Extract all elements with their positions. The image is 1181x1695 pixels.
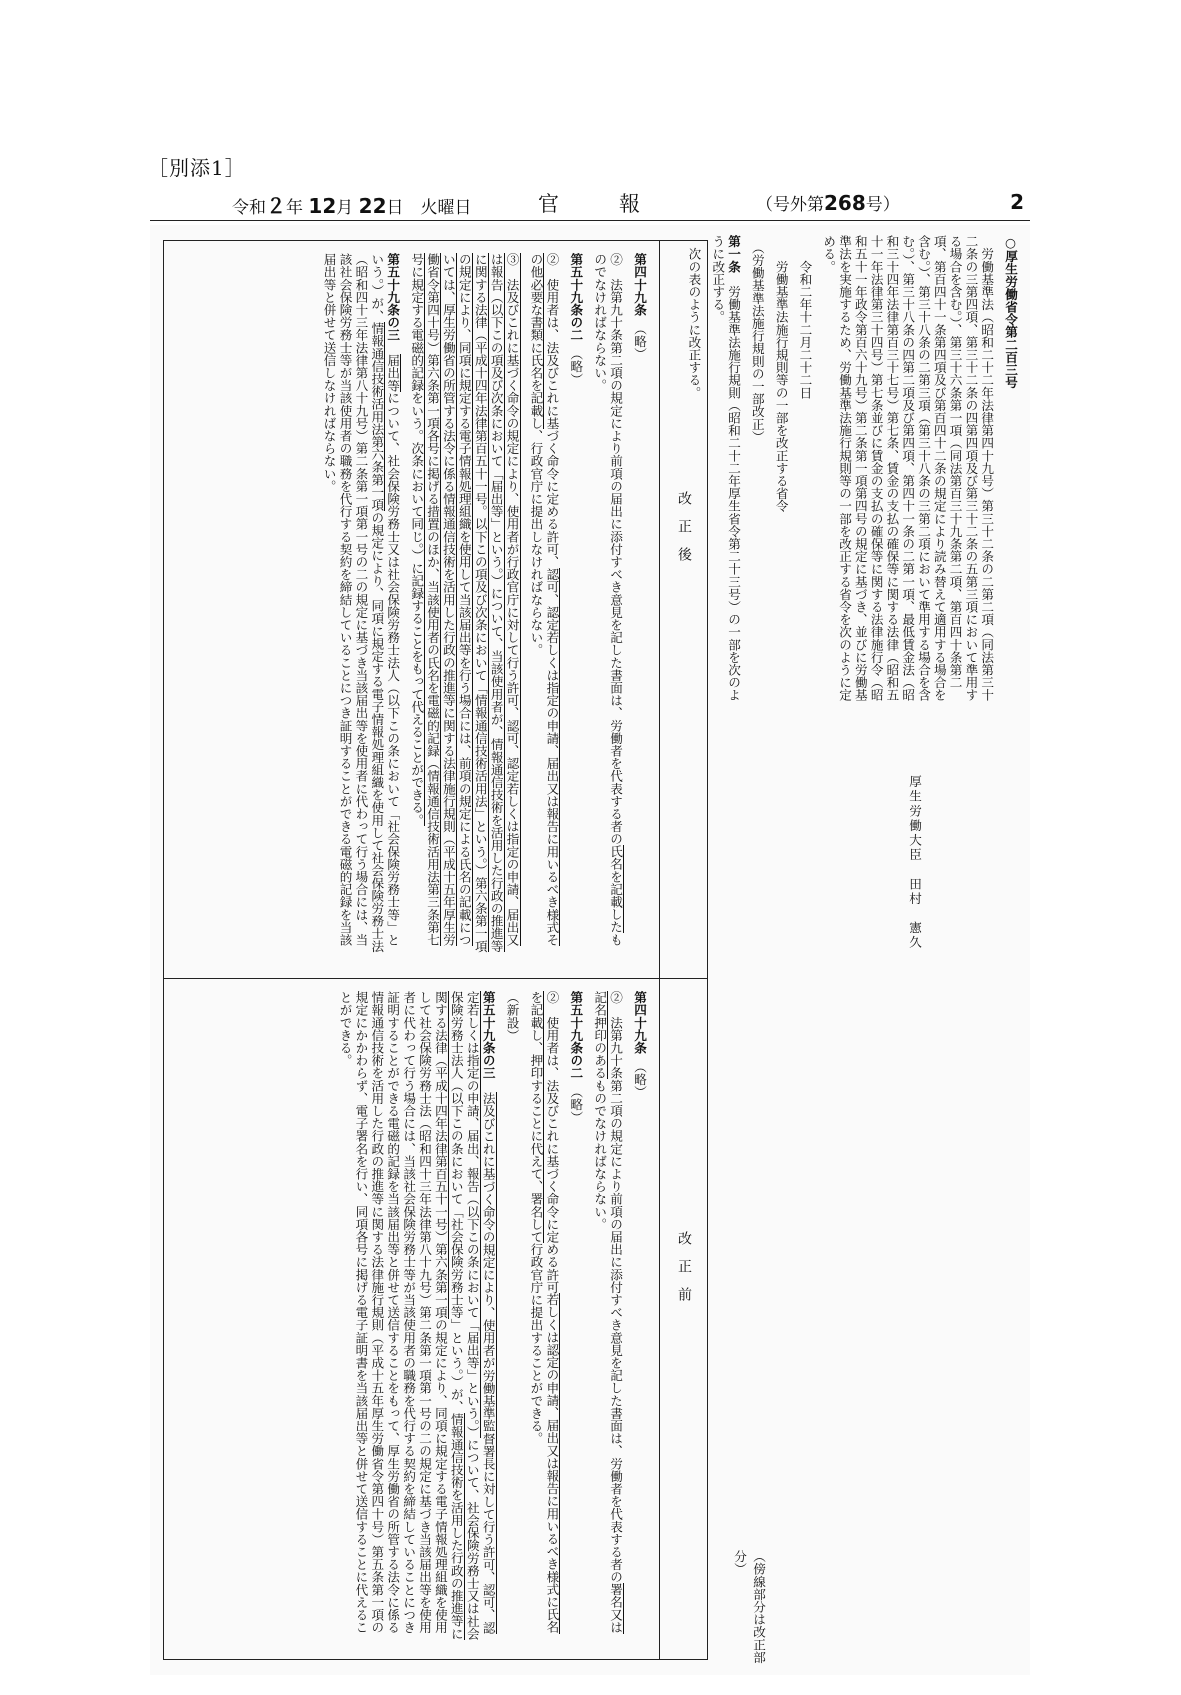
signer: 厚生労働大臣 田村 憲久 [907, 775, 922, 951]
before-article-59-2-para-3: （新設） [504, 991, 520, 1042]
before-article-49: 第四十九条 （略） [632, 991, 647, 1099]
gazette-name: 官報 [538, 192, 700, 216]
article-1: 第一条 労働基準法施行規則（昭和二十二年厚生省令第二十三号）の一部を次のように改正する。 [710, 235, 742, 702]
gazette-page [150, 225, 1030, 1675]
before-label: 改 正 前 [676, 1231, 692, 1301]
after-article-59-2-para-3: ③ 法及びこれに基づく命令の規定により、使用者が行政官庁に対して行う許可、認可、認定若しくは指定の申請、届出又は報告（以下この項及び次条において「届出等」という。）について、当該使用者が、情報通信技術を活用した行政の推進等に関する法律（平成十四年法律第百五十一号。以下この項及び次条において「情報通信技術活用法」という。）第六条第一項の規定により、同項に規定する電子情報処理組織を使用して当該届出等を行う場合には、前項の規定による氏名の記載については、厚生労働省の所管する法令に係る情報通信技術を活用した行政の推進等に関する法律施行規則（平成十五年厚生労働省令第四十号）第六条第一項各号に掲げる措置のほか、当該使用者の氏名を電磁的記録（情報通信技術活用法第三条第七号に規定する電磁的記録をいう。次条において同じ。）に記録することをもって代えることができる。 [409, 253, 520, 953]
issue-date: 令和２年 12月 22日 火曜日 [232, 194, 472, 218]
underline-note: （傍線部分は改正部分） [732, 1550, 766, 1664]
after-article-49-para-2: ② 法第九十条第二項の規定により前項の届出に添付すべき意見を記した書面は、労働者を代表する者の氏名を記載したものでなければならない。 [592, 253, 624, 947]
subheading: （労働基準法施行規則の一部改正） [749, 247, 765, 443]
ordinance-title: ○厚生労働省令第二百三号 [1003, 235, 1018, 389]
attachment-label: ［別添1］ [148, 156, 246, 180]
ordinance-name: 労働基準法施行規則等の一部を改正する省令 [773, 260, 789, 513]
preamble [678, 235, 1018, 705]
page-number: 2 [1010, 190, 1024, 214]
before-article-49-para-2: ② 法第九十条第二項の規定により前項の届出に添付すべき意見を記した書面は、労働者を代表する者の署名又は記名押印のあるものでなければならない。 [592, 991, 624, 1634]
enactment-clause: 労働基準法（昭和二十二年法律第四十九号）第三十二条の二第二項（同法第三十二条の三第四項、第三十二条の四第四項及び第三十二条の五第三項において準用する場合を含む。）、第三十六条第一項（同法第百三十九条第二項、第百四十条第二項、第百四十一条第四項及び第百四十二条の規定により読み替えて適用する場合を含む。）、第三十八条の二第三項（第三十八条の三第二項において準用する場合を含む。）、第三十八条の四第二項及び第四項、第四十一条の二第一項、最低賃金法（昭和三十四年法律第百三十七号）第七条、賃金の支払の確保等に関する法律（昭和五十一年法律第三十四号）第七条並びに賃金の支払の確保等に関する法律施行令（昭和五十一年政令第百六十九号）第二条第一項第四号の規定に基づき、並びに労働基準法を実施するため、労働基準法施行規則等の一部を改正する省令を次のように定める。 [821, 235, 995, 702]
before-article-59-3: 第五十九条の三 法及びこれに基づく命令の規定により、使用者が労働基準監督署長に対して行う許可、認可、認定若しくは指定の申請、届出、報告（以下この条において「届出等」という。）について、社会保険労務士又は社会保険労務士法人（以下この条において「社会保険労務士等」という。）が、情報通信技術を活用した行政の推進等に関する法律（平成十四年法律第百五十一号）第六条第一項の規定により、同項に規定する電子情報処理組織を使用して社会保険労務士法（昭和四十三年法律第八十九号）第二条第一項第一号の二の規定に基づき当該届出等を使用者に代わって行う場合には、当該社会保険労務士等が当該使用者の職務を代行する契約を締結していることにつき証明することができる電磁的記録を当該届出等と併せて送信することをもって、厚生労働省の所管する法令に係る情報通信技術を活用した行政の推進等に関する法律施行規則（平成十五年厚生労働省令第四十号）第五条第一項の規定にかかわらず、電子署名を行い、同項各号に掲げる電子証明書を当該届出等と併せて送信することに代えることができる。 [337, 991, 496, 1640]
header-rule [150, 220, 1030, 221]
before-text [329, 991, 647, 1641]
after-article-59-3: 第五十九条の三 届出等について、社会保険労務士又は社会保険労務士法人（以下この条において「社会保険労務士等」という。）が、情報通信技術活用法第六条第一項の規定により、同項に規定する電子情報処理組織を使用して社会保険労務士法（昭和四十三年法律第八十九号）第二条第一項第一号の二の規定に基づき当該届出等を使用者に代わって行う場合には、当該社会保険労務士等が当該使用者の職務を代行する契約を締結していることにつき証明することができる電磁的記録を当該届出等と併せて送信しなければならない。 [321, 253, 401, 953]
label-divider [659, 241, 660, 1659]
row-divider [164, 978, 707, 979]
amendment-table [163, 240, 708, 1660]
after-text [313, 253, 647, 953]
after-article-49: 第四十九条 （略） [632, 253, 647, 361]
before-article-59-2-para-2: ② 使用者は、法及びこれに基づく命令に定める許可若しくは認定の申請、届出又は報告に用いるべき様式に氏名を記載し、押印することに代えて、署名して行政官庁に提出することができる。 [528, 991, 560, 1634]
after-article-59-2-para-2: ② 使用者は、法及びこれに基づく命令に定める許可、認可、認定若しくは指定の申請、届出又は報告に用いるべき様式その他必要な書類に氏名を記載し、行政官庁に提出しなければならない。 [528, 253, 560, 946]
gazette-header [150, 190, 1030, 218]
after-label: 改 正 後 [676, 491, 692, 561]
before-article-59-2: 第五十九条の二 （略） [568, 991, 584, 1124]
after-article-59-2: 第五十九条の二 （略） [568, 253, 584, 386]
ordinance-date: 令和二年十二月二十二日 [797, 260, 813, 399]
instruction: 次の表のように改正する。 [686, 247, 702, 399]
issue-number: （号外第268号） [756, 191, 900, 215]
